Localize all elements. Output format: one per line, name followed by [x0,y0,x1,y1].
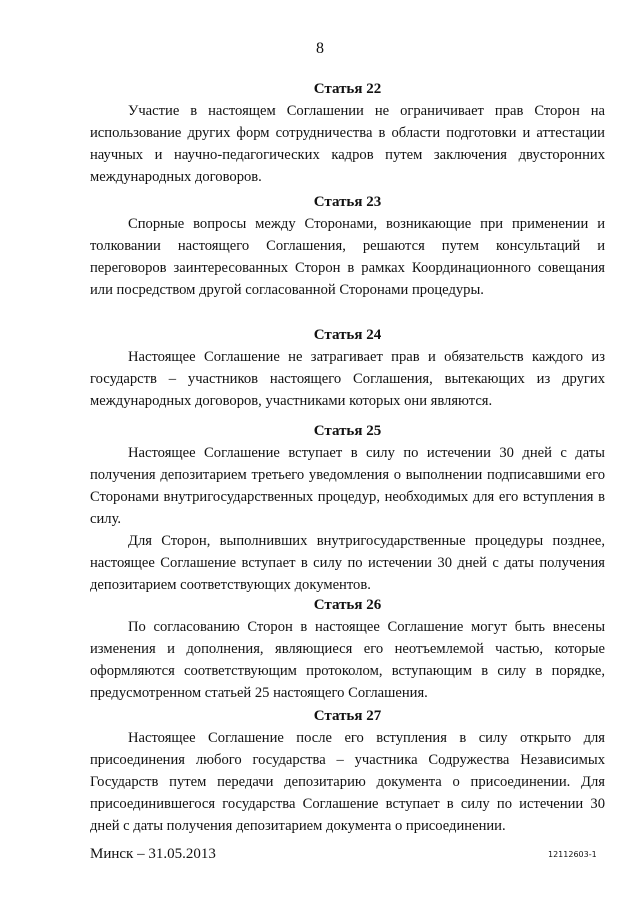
article-25 [90,420,605,596]
page-number: 8 [316,40,324,57]
article-heading: Статья 27 [313,708,382,724]
footer-place-date: Минск – 31.05.2013 [90,846,216,862]
article-heading: Статья 26 [313,597,382,613]
article-paragraph: Участие в настоящем Соглашении не ограничивает прав Сторон на использование других форм сотрудничества в области подготовки и аттестации научных и научно-педагогических кадров путем заключения двусторонних международных договоров. [90,103,605,185]
article-paragraph: Спорные вопросы между Сторонами, возникающие при применении и толковании настоящего Соглашения, решаются путем консультаций и переговоров заинтересованных Сторон в рамках Координационного совещания или посредством другой согласованной Сторонами процедуры. [90,216,605,298]
article-paragraph: Для Сторон, выполнивших внутригосударственные процедуры позднее, настоящее Соглашение вступает в силу по истечении 30 дней с даты получения депозитарием соответствующих документов. [90,533,605,593]
article-23 [90,191,605,301]
article-27 [90,705,605,837]
article-22 [90,78,605,188]
article-paragraph: Настоящее Соглашение не затрагивает прав и обязательств каждого из государств – участников настоящего Соглашения, вытекающих из других международных договоров, участниками которых они являются. [90,349,605,409]
article-heading: Статья 24 [313,327,382,343]
article-paragraph: По согласованию Сторон в настоящее Соглашение могут быть внесены изменения и дополнения, являющиеся его неотъемлемой частью, которые оформляются соответствующим протоколом, вступающим в силу в порядке, предусмотренном статьей 25 настоящего Соглашения. [90,619,605,701]
article-heading: Статья 23 [313,194,382,210]
footer-doc-code: 12112603-1 [548,850,597,859]
article-heading: Статья 25 [313,423,382,439]
article-paragraph: Настоящее Соглашение после его вступления в силу открыто для присоединения любого государства – участника Содружества Независимых Государств путем передачи депозитарию документа о присоединении. Для присоединившегося государства Соглашение вступает в силу по истечении 30 дней с даты получения депозитарием документа о присоединении. [90,730,605,834]
article-26 [90,594,605,704]
article-paragraph: Настоящее Соглашение вступает в силу по истечении 30 дней с даты получения депозитарием третьего уведомления о выполнении подписавшими его Сторонами внутригосударственных процедур, необходимых для его вступления в силу. [90,445,605,527]
article-24 [90,324,605,412]
article-heading: Статья 22 [313,81,382,97]
